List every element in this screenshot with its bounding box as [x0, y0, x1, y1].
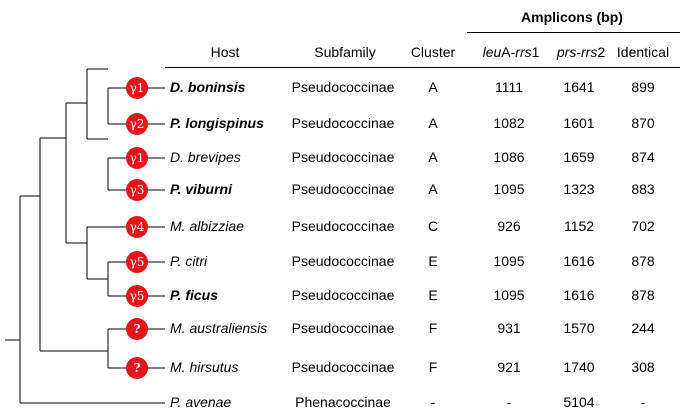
symbiont-badge — [126, 113, 148, 135]
subfamily-cell: Pseudococcinae — [291, 253, 395, 269]
host-cell: P. longispinus — [170, 115, 264, 131]
badge-label: γ5 — [129, 255, 145, 269]
leua-rrs1-cell: 1095 — [493, 287, 525, 303]
rrs1-suffix: 1 — [531, 44, 540, 60]
leu-gene-suffix: A- — [501, 44, 516, 60]
cluster-cell: - — [430, 394, 436, 410]
subfamily-cell: Pseudococcinae — [291, 320, 395, 336]
leua-rrs1-cell: 1082 — [493, 115, 525, 131]
header-top-rule — [165, 67, 680, 68]
host-cell: M. albizziae — [170, 218, 244, 234]
host-cell: P. viburni — [170, 181, 232, 197]
leua-rrs1-cell: 921 — [497, 359, 521, 375]
cluster-cell: A — [428, 79, 438, 95]
symbiont-badge — [126, 77, 148, 99]
leua-rrs1-cell: 931 — [497, 320, 521, 336]
cluster-cell: A — [428, 115, 438, 131]
prs-rrs2-cell: 1570 — [563, 320, 595, 336]
host-cell: D. brevipes — [170, 149, 241, 165]
amplicons-title: Amplicons (bp) — [521, 9, 623, 25]
identical-cell: 878 — [631, 253, 655, 269]
cluster-cell: A — [428, 149, 438, 165]
cluster-cell: E — [428, 253, 438, 269]
prs-rrs2-cell: 1601 — [563, 115, 595, 131]
prs-gene-label: prs — [556, 44, 577, 60]
subfamily-cell: Pseudococcinae — [291, 218, 395, 234]
amplicons-rule — [467, 32, 680, 33]
symbiont-badge — [126, 216, 148, 238]
prs-rrs2-cell: 5104 — [563, 394, 595, 410]
prs-dash: - — [576, 44, 581, 60]
leua-rrs1-cell: 926 — [497, 218, 521, 234]
subfamily-cell: Pseudococcinae — [291, 181, 395, 197]
cluster-cell: C — [427, 218, 439, 234]
host-cell: P. ficus — [170, 287, 218, 303]
badge-label: γ2 — [129, 117, 145, 131]
prs-rrs2-header — [557, 44, 605, 60]
identical-cell: 702 — [631, 218, 655, 234]
subfamily-cell: Pseudococcinae — [291, 115, 395, 131]
identical-header: Identical — [616, 44, 670, 60]
host-cell: M. hirsutus — [170, 359, 239, 375]
badge-label: γ1 — [129, 81, 145, 95]
badge-label: γ3 — [129, 183, 145, 197]
badge-label: ? — [133, 322, 141, 336]
leua-rrs1-cell: 1095 — [493, 181, 525, 197]
symbiont-badges — [126, 77, 148, 379]
prs-rrs2-cell: 1616 — [563, 287, 595, 303]
subfamily-cell: Pseudococcinae — [291, 149, 395, 165]
cluster-cell: A — [428, 181, 438, 197]
identical-cell: 883 — [631, 181, 655, 197]
cluster-header: Cluster — [410, 44, 456, 60]
badge-label: γ5 — [129, 289, 145, 303]
badge-label: ? — [133, 361, 141, 375]
leua-rrs1-cell: 1086 — [493, 149, 525, 165]
prs-rrs2-cell: 1740 — [563, 359, 595, 375]
prs-rrs2-cell: 1323 — [563, 181, 595, 197]
host-header: Host — [210, 44, 240, 60]
leua-rrs1-cell: 1095 — [493, 253, 525, 269]
prs-rrs2-cell: 1616 — [563, 253, 595, 269]
identical-cell: - — [640, 394, 646, 410]
identical-cell: 308 — [631, 359, 655, 375]
symbiont-badge — [126, 147, 148, 169]
leua-rrs1-cell: 1111 — [494, 79, 524, 95]
leua-rrs1-cell: - — [506, 394, 512, 410]
unknown-symbiont-badge — [126, 318, 148, 340]
host-cell: D. boninsis — [170, 79, 246, 95]
rrs2-suffix: 2 — [597, 44, 606, 60]
leua-rrs1-header — [483, 44, 540, 60]
symbiont-badge — [126, 179, 148, 201]
host-cell: P. citri — [170, 253, 208, 269]
prs-rrs2-cell: 1152 — [563, 218, 595, 234]
rrs-gene-label: rrs — [515, 44, 532, 60]
identical-cell: 244 — [631, 320, 655, 336]
identical-cell: 874 — [631, 149, 655, 165]
badge-label: γ4 — [129, 220, 145, 234]
prs-rrs2-cell: 1659 — [563, 149, 595, 165]
symbiont-badge — [126, 251, 148, 273]
leu-gene-label: leu — [482, 44, 502, 60]
identical-cell: 899 — [631, 79, 655, 95]
subfamily-cell: Pseudococcinae — [291, 359, 395, 375]
identical-cell: 870 — [631, 115, 655, 131]
subfamily-header: Subfamily — [314, 44, 376, 60]
host-cell: P. avenae — [170, 394, 232, 410]
cluster-cell: E — [428, 287, 438, 303]
cluster-cell: F — [428, 359, 438, 375]
badge-label: γ1 — [129, 151, 145, 165]
cluster-cell: F — [428, 320, 438, 336]
identical-cell: 878 — [631, 287, 655, 303]
subfamily-cell: Pseudococcinae — [291, 287, 395, 303]
host-cell: M. australiensis — [170, 320, 268, 336]
symbiont-badge — [126, 285, 148, 307]
unknown-symbiont-badge — [126, 357, 148, 379]
subfamily-cell: Pseudococcinae — [291, 79, 395, 95]
prs-rrs2-cell: 1641 — [563, 79, 595, 95]
subfamily-cell: Phenacoccinae — [295, 394, 391, 410]
phylogenetic-tree — [0, 0, 170, 410]
rrs2-gene-label: rrs — [581, 44, 598, 60]
